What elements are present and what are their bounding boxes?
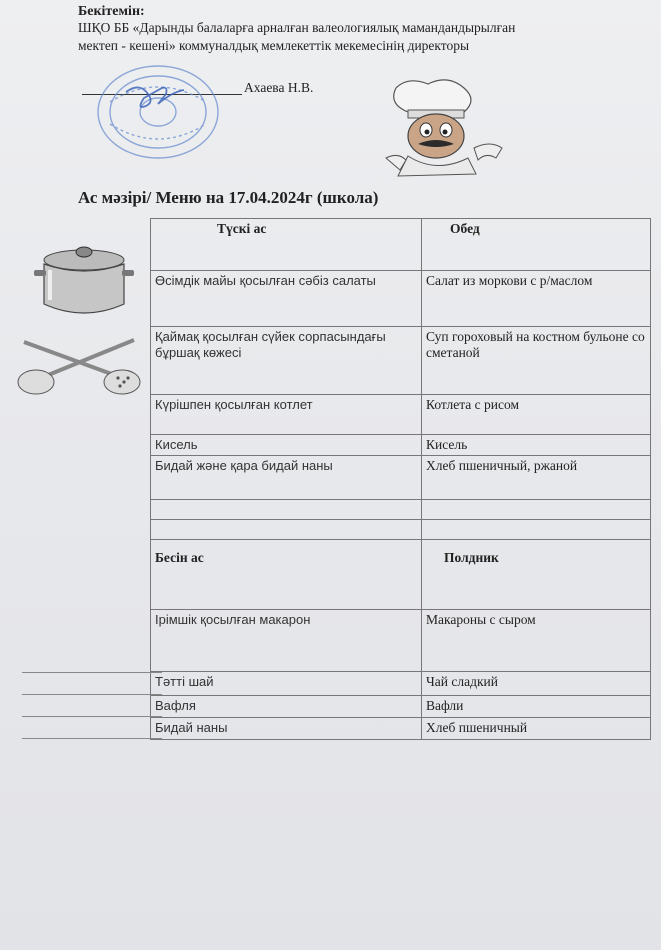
lunch-item-kz: Бидай және қара бидай наны xyxy=(151,456,422,500)
lunch-item-ru: Кисель xyxy=(422,435,651,456)
menu-title: Ас мәзірі/ Меню на 17.04.2024г (школа) xyxy=(78,188,379,207)
snack-header-ru: Полдник xyxy=(422,540,651,610)
divider xyxy=(22,672,162,673)
table-row xyxy=(151,271,651,327)
snack-item-kz: Тәтті шай xyxy=(151,672,422,696)
empty-cell xyxy=(422,500,651,520)
table-row xyxy=(151,718,651,740)
lunch-header-ru: Обед xyxy=(422,219,651,271)
menu-table xyxy=(150,218,651,740)
lunch-item-ru: Котлета с рисом xyxy=(422,395,651,435)
lunch-header-row xyxy=(151,219,651,271)
divider xyxy=(22,738,162,739)
table-row xyxy=(151,456,651,500)
table-row xyxy=(151,672,651,696)
table-row xyxy=(151,327,651,395)
snack-item-ru: Вафли xyxy=(422,696,651,718)
lunch-item-ru: Суп гороховый на костном бульоне со сметаной xyxy=(422,327,651,395)
lunch-item-ru: Салат из моркови с р/маслом xyxy=(422,271,651,327)
lunch-item-kz: Күрішпен қосылған котлет xyxy=(151,395,422,435)
divider xyxy=(22,694,162,695)
snack-item-kz: Ірімшік қосылған макарон xyxy=(151,610,422,672)
table-extension-lines xyxy=(10,660,160,740)
table-row xyxy=(151,395,651,435)
table-row xyxy=(151,610,651,672)
empty-cell xyxy=(151,500,422,520)
cooking-pot-illustration xyxy=(10,230,144,410)
table-row xyxy=(151,435,651,456)
approval-org-line2: мектеп - кешені» коммуналдық мемлекеттік мекемесінің директоры xyxy=(78,38,470,53)
snack-item-kz: Бидай наны xyxy=(151,718,422,740)
chef-illustration xyxy=(378,78,518,182)
snack-header-kz: Бесін ас xyxy=(151,540,422,610)
divider xyxy=(22,716,162,717)
official-seal-stamp xyxy=(88,62,228,166)
lunch-header-kz: Түскі ас xyxy=(151,219,422,271)
table-row xyxy=(151,696,651,718)
snack-item-kz: Вафля xyxy=(151,696,422,718)
lunch-item-kz: Өсімдік майы қосылған сәбіз салаты xyxy=(151,271,422,327)
empty-cell xyxy=(422,520,651,540)
snack-item-ru: Хлеб пшеничный xyxy=(422,718,651,740)
empty-row xyxy=(151,520,651,540)
snack-item-ru: Чай сладкий xyxy=(422,672,651,696)
signatory-name: Ахаева Н.В. xyxy=(244,80,314,95)
approval-org-line1: ШҚО ББ «Дарынды балаларға арналған валеологиялық мамандандырылған xyxy=(78,20,516,35)
lunch-item-kz: Кисель xyxy=(151,435,422,456)
lunch-item-kz: Қаймақ қосылған сүйек сорпасындағы бұршақ көжесі xyxy=(151,327,422,395)
lunch-item-ru: Хлеб пшеничный, ржаной xyxy=(422,456,651,500)
empty-row xyxy=(151,500,651,520)
snack-header-row xyxy=(151,540,651,610)
snack-item-ru: Макароны с сыром xyxy=(422,610,651,672)
empty-cell xyxy=(151,520,422,540)
approval-title: Бекітемін: xyxy=(78,4,145,19)
